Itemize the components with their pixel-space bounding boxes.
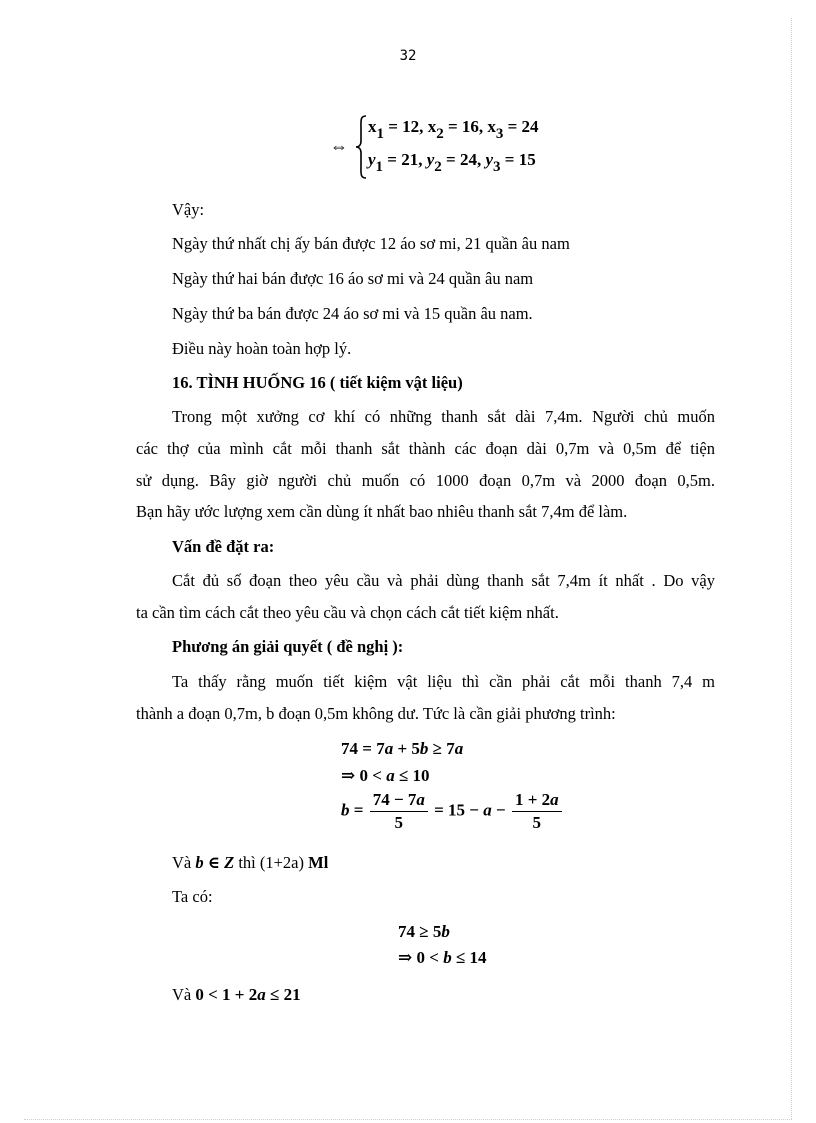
para1-line1: Trong một xưởng cơ khí có những thanh sắt dài 7,4m. Người chủ muốn: [172, 407, 715, 426]
final-line: Và 0 < 1 + 2a ≤ 21: [172, 985, 301, 1004]
para2-line1: Cắt đủ số đoạn theo yêu cầu và phải dùng thanh sắt 7,4m ít nhất . Do vậy: [172, 571, 715, 590]
conclusion-day1: Ngày thứ nhất chị ấy bán được 12 áo sơ mi, 21 quần âu nam: [172, 234, 570, 253]
conclusion-remark: Điều này hoàn toàn hợp lý.: [172, 339, 352, 358]
para2-line2: ta cần tìm cách cắt theo yêu cầu và chọn cách cắt tiết kiệm nhất.: [136, 603, 559, 622]
para1-line4: Bạn hãy ước lượng xem cần dùng ít nhất bao nhiêu thanh sắt 7,4m để làm.: [136, 502, 628, 521]
inequality-2: ⇒ 0 < b ≤ 14: [398, 948, 487, 967]
problem-heading: Vấn đề đặt ra:: [172, 537, 275, 556]
left-brace: [355, 115, 367, 179]
fraction-1: $\frac{74 - 7a}{5}$: [370, 790, 428, 833]
page-border-right: [791, 18, 792, 1119]
para3-line2: thành a đoạn 0,7m, b đoạn 0,5m không dư. Tức là cần giải phương trình:: [136, 704, 616, 723]
page-border-bottom: [24, 1119, 792, 1120]
equation-1: 74 = 7a + 5b ≥ 7a: [341, 739, 464, 758]
condition-line: Và b ∈ Z thì (1+2a) Ml: [172, 853, 329, 872]
solution-heading: Phương án giải quyết ( đề nghị ):: [172, 637, 404, 656]
fraction-2: $\frac{1 + 2a}{5}$: [512, 790, 562, 833]
equation-2: ⇒ 0 < a ≤ 10: [341, 766, 430, 785]
para1-line3: sử dụng. Bây giờ người chủ muốn có 1000 đoạn 0,7m và 2000 đoạn 0,5m.: [136, 471, 715, 490]
taco-line: Ta có:: [172, 887, 213, 906]
page-number: 32: [399, 48, 417, 64]
conclusion-day3: Ngày thứ ba bán được 24 áo sơ mi và 15 quần âu nam.: [172, 304, 533, 323]
section-heading: 16. TÌNH HUỐNG 16 ( tiết kiệm vật liệu): [172, 373, 463, 392]
inequality-1: 74 ≥ 5b: [398, 922, 450, 941]
conclusion-label: Vậy:: [172, 200, 205, 219]
equation-3: b = $\frac{74 - 7a}{5}$ = 15 − a − $\frac{1 + 2a}{5}$: [341, 790, 564, 833]
system-row-2: $y_1 = 21$, $y_2 = 24$, $y_3 = 15$: [368, 150, 536, 175]
system-row-1: $x_1 = 12$, $x_2 = 16$, $x_3 = 24$: [368, 117, 539, 142]
para1-line2: các thợ của mình cắt mỗi thanh sắt thành các đoạn dài 0,7m và 0,5m để tiện: [136, 439, 715, 458]
conclusion-day2: Ngày thứ hai bán được 16 áo sơ mi và 24 quần âu nam: [172, 269, 534, 288]
equivalence-arrow: ⇔: [330, 136, 348, 156]
para3-line1: Ta thấy rằng muốn tiết kiệm vật liệu thì cần phải cắt mỗi thanh 7,4 m: [172, 672, 715, 691]
